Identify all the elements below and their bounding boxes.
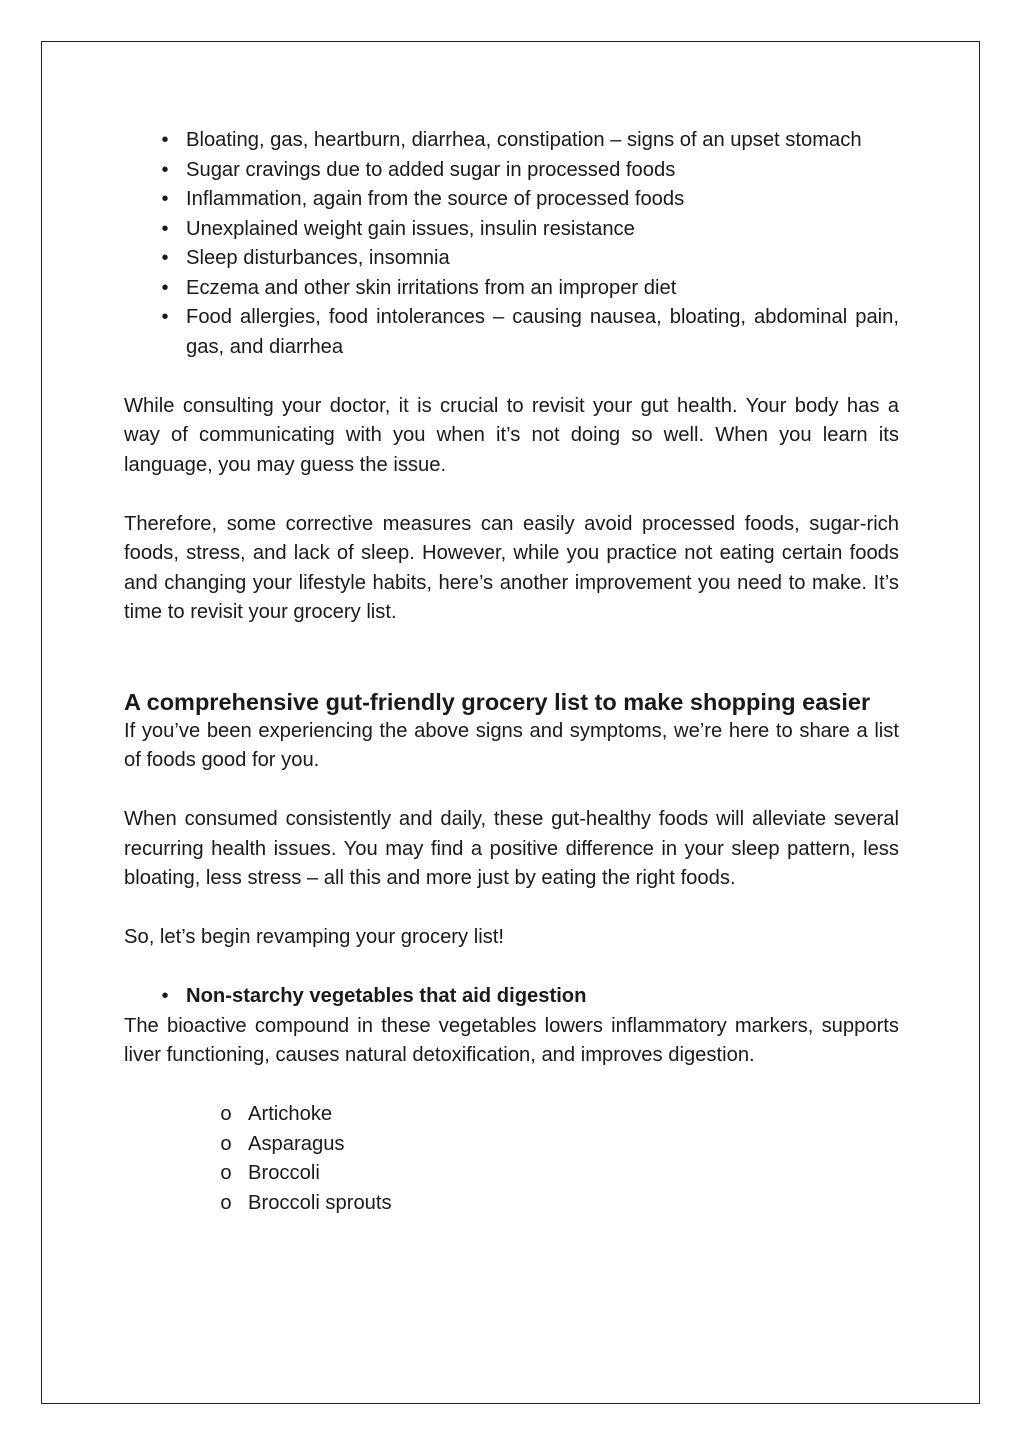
paragraph-gut-health: While consulting your doctor, it is crucial to revisit your gut health. Your body has a way of communicating with you when it’s not doing so well. When you learn its language, you may guess the issue. (124, 394, 899, 476)
bullet-icon: • (161, 217, 169, 240)
list-item: • Inflammation, again from the source of processed foods (124, 185, 899, 215)
circle-bullet-icon: o (220, 1191, 232, 1214)
list-item: • Sleep disturbances, insomnia (124, 244, 899, 274)
bullet-icon: • (161, 129, 169, 151)
vegetables-description: The bioactive compound in these vegetables lowers inflammatory markers, supports liver functioning, causes natural detoxification, and improves digestion. (124, 1014, 899, 1066)
paragraph-corrective-measures: Therefore, some corrective measures can easily avoid processed foods, sugar-rich foods, stress, and lack of sleep. However, while you practice not eating certain foods and changing your lifestyle habits, here’s another improvement you need to make. It’s time to revisit your grocery list. (124, 512, 899, 623)
vegetables-list (124, 1100, 899, 1218)
bullet-icon: • (161, 188, 169, 210)
list-item: o Artichoke (124, 1100, 899, 1130)
bullet-icon: • (161, 276, 169, 299)
paragraph-begin: So, let’s begin revamping your grocery list! (124, 926, 505, 948)
list-item: o Asparagus (124, 1130, 899, 1160)
list-item: • Unexplained weight gain issues, insulin resistance (124, 215, 899, 245)
list-item: • Eczema and other skin irritations from an improper diet (124, 274, 899, 304)
list-item: • Bloating, gas, heartburn, diarrhea, constipation – signs of an upset stomach (124, 126, 899, 156)
list-item: • Sugar cravings due to added sugar in processed foods (124, 156, 899, 186)
bullet-icon: • (161, 985, 169, 1007)
circle-bullet-icon: o (220, 1162, 232, 1184)
list-item: o Broccoli sprouts (124, 1189, 899, 1219)
paragraph-benefits: When consumed consistently and daily, these gut-healthy foods will alleviate several recurring health issues. You may find a positive difference in your sleep pattern, less bloating, less stress – all this and more just by eating the right foods. (124, 808, 899, 889)
list-item: • Food allergies, food intolerances – causing nausea, bloating, abdominal pain, gas, and diarrhea (124, 303, 899, 362)
list-item: o Broccoli (124, 1159, 899, 1189)
bullet-icon: • (161, 306, 169, 328)
paragraph-intro: If you’ve been experiencing the above signs and symptoms, we’re here to share a list of foods good for you. (124, 719, 899, 771)
section-heading: A comprehensive gut-friendly grocery list to make shopping easier (124, 688, 871, 715)
bullet-icon: • (161, 158, 169, 181)
document-body (124, 126, 899, 1218)
circle-bullet-icon: o (220, 1132, 232, 1155)
symptoms-list (124, 126, 899, 362)
circle-bullet-icon: o (220, 1103, 232, 1125)
bullet-icon: • (161, 247, 169, 269)
vegetables-heading: • Non-starchy vegetables that aid digestion (124, 982, 899, 1012)
